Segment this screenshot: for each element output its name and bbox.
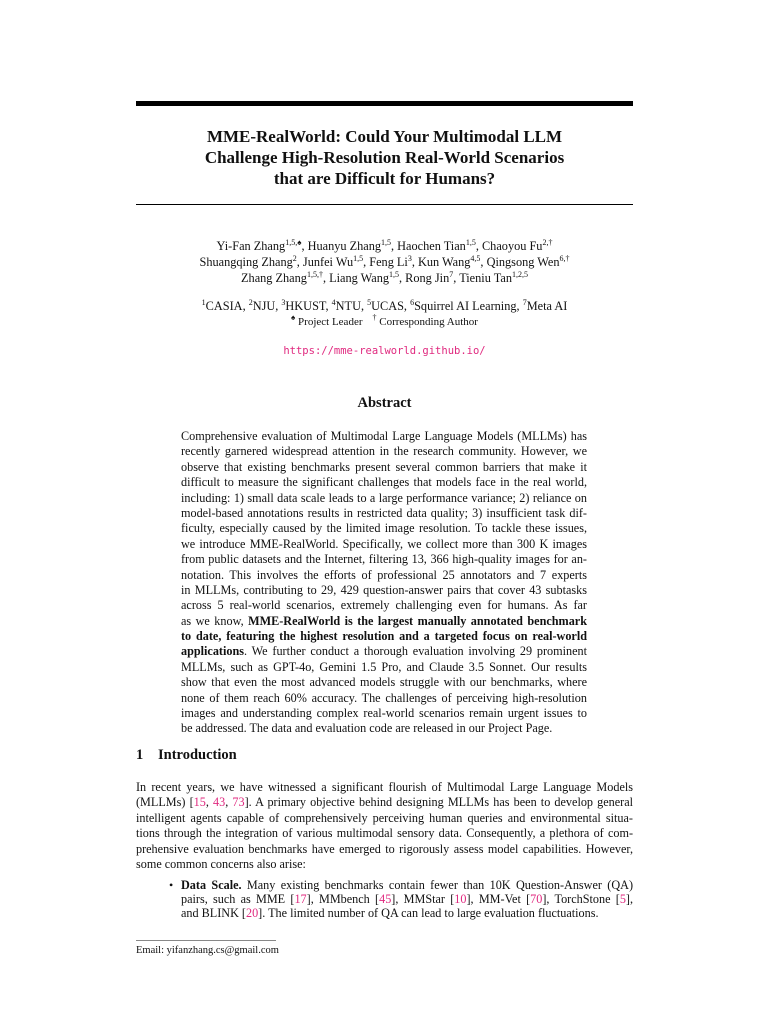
role-label: Project Leader: [295, 316, 363, 328]
bold-text: applications: [181, 644, 244, 659]
text-run: ]. A primary objective behind designing MLLMs has been to develop general: [244, 795, 634, 810]
abstract-line: [181, 583, 587, 598]
title-bottom-rule: [136, 204, 633, 205]
author-affiliation-marks: 1,5,†: [306, 270, 323, 279]
project-url-link[interactable]: https://mme-realworld.github.io/: [283, 345, 486, 357]
author-line: Yi-Fan Zhang$^{1,5,♠}$, Huanyu Zhang$^{1,5}$, Haochen Tian$^{1,5}$, Chaoyou $Fu^{2,\dagger}$: [216, 238, 553, 253]
bullet-marker: •: [169, 878, 174, 892]
author-affiliation-marks: 6,†: [559, 254, 570, 263]
abstract-line: [181, 444, 587, 459]
abstract-line: [181, 598, 587, 613]
author-name: Yi-Fan Zhang: [216, 239, 286, 253]
author-name: Rong Jin: [405, 271, 450, 285]
abstract-line: [181, 491, 587, 506]
text-run: (MLLMs) [: [136, 795, 194, 810]
abstract-line: [181, 644, 587, 659]
text-run: ], MMbench [: [306, 892, 380, 906]
affiliation-number: 7: [522, 298, 527, 307]
citation-link[interactable]: 70: [530, 892, 543, 906]
text-run: show that even the most advanced models struggle with our benchmarks, where: [181, 675, 587, 690]
text-run: model-based annotations results in restricted data quality; 3) insufficient task dif-: [181, 505, 587, 520]
author-name: Feng Li: [369, 255, 408, 269]
bullet-line: [181, 906, 633, 920]
paragraph-line: [136, 795, 633, 810]
paragraph-line: [136, 857, 633, 872]
citation-link[interactable]: 5: [619, 892, 626, 906]
text-run: and BLINK [: [181, 906, 246, 920]
text-run: we introduce MME-RealWorld. Specifically, we collect more than 300 K images: [181, 536, 587, 551]
author-affiliation-marks: 4,5: [470, 254, 481, 263]
author-affiliation-marks: 1,5: [465, 238, 476, 247]
text-run: ], MM-Vet [: [466, 892, 531, 906]
title-top-rule: [136, 101, 633, 106]
text-run: in MLLMs, contributing to 29, 429 question-answer pairs that cover 43 subtasks: [181, 582, 587, 597]
footnote-rule: [136, 940, 276, 941]
paragraph-line: [136, 780, 633, 795]
text-run: none of them reach 60% accuracy. The challenges of perceiving high-resolution: [181, 690, 587, 705]
paragraph-line: [136, 811, 633, 826]
author-affiliation-marks: 1,2,5: [511, 270, 528, 279]
text-run: In recent years, we have witnessed a significant flourish of Multimodal Large Language Models: [136, 780, 633, 794]
citation-link[interactable]: 15: [193, 795, 206, 810]
text-run: . We further conduct a thorough evaluation involving 29 prominent: [244, 644, 587, 659]
author-affiliation-marks: 1,5: [389, 270, 400, 279]
affiliation-name: Squirrel AI Learning: [414, 299, 517, 313]
abstract-line: [181, 537, 587, 552]
title-line: that are Difficult for Humans?: [273, 169, 496, 188]
role-mark: †: [372, 313, 377, 322]
text-run: ]. The limited number of QA can lead to large evaluation fluctuations.: [258, 906, 599, 920]
author-affiliation-marks: 1,5,♠: [285, 238, 302, 247]
text-run: some common concerns also arise:: [136, 856, 306, 871]
footnote-email: Email: yifanzhang.cs@gmail.com: [136, 945, 279, 956]
author-name: Kun Wang: [418, 255, 471, 269]
abstract-line: [181, 660, 587, 675]
citation-link[interactable]: 20: [245, 906, 259, 920]
abstract-line: [181, 521, 587, 536]
text-run: intelligent agents capable of comprehensively perceiving human queries and environmental situa-: [136, 810, 633, 825]
text-run: recently garnered widespread attention in the research community. However, we: [181, 444, 587, 459]
text-run: tions through the integration of various multimodal sensory data. Consequently, a plethora of com-: [136, 826, 633, 841]
citation-link[interactable]: 73: [232, 795, 245, 810]
bold-text: MME-RealWorld is the largest manually annotated benchmark: [248, 613, 587, 628]
text-run: ,: [225, 795, 233, 810]
text-run: ,: [205, 795, 214, 810]
affiliation-name: NTU: [335, 299, 361, 313]
affiliation-name: CASIA: [205, 299, 243, 313]
author-affiliation-marks: 3: [407, 254, 412, 263]
text-run: notation. This involves the efforts of professional 25 annotators and 7 experts: [181, 567, 587, 582]
author-name: Qingsong Wen: [486, 255, 560, 269]
text-run: ], MMStar [: [391, 892, 455, 906]
text-run: difficult to measure the significant challenges that models face in the real world,: [181, 475, 587, 490]
affiliation-number: 3: [281, 298, 286, 307]
title-line: Challenge High-Resolution Real-World Scenarios: [204, 148, 565, 167]
paragraph-line: [136, 826, 633, 841]
paragraph-line: [136, 842, 633, 857]
abstract-line: [181, 460, 587, 475]
abstract-line: [181, 475, 587, 490]
abstract-line: [181, 691, 587, 706]
author-affiliation-marks: 7: [449, 270, 454, 279]
citation-link[interactable]: 45: [379, 892, 392, 906]
text-run: pairs, such as MME [: [181, 892, 295, 906]
bullet-line: [181, 892, 633, 906]
text-run: Comprehensive evaluation of Multimodal Large Language Models (MLLMs) has: [181, 429, 587, 443]
affiliation-number: 1: [201, 298, 206, 307]
abstract-line: [181, 706, 587, 721]
affiliations: $^1$CASIA, $^2$NJU, $^3$HKUST, $^4$NTU, $^5$UCAS, $^6$Squirrel AI Learning, $^7$Meta AI: [201, 298, 568, 313]
abstract-line: [181, 506, 587, 521]
abstract-line: [181, 552, 587, 567]
citation-link[interactable]: 43: [213, 795, 226, 810]
role-label: Corresponding Author: [376, 316, 478, 328]
affiliation-name: NJU: [252, 299, 276, 313]
author-name: Junfei Wu: [302, 255, 354, 269]
affiliation-name: UCAS: [371, 299, 404, 313]
abstract-line: [181, 721, 587, 736]
text-run: including: 1) small data scale leads to a large performance variance; 2) reliance on: [181, 490, 587, 505]
author-name: Liang Wang: [329, 271, 390, 285]
author-name: Chaoyou Fu: [481, 239, 543, 253]
affiliation-number: 6: [410, 298, 415, 307]
bold-text: Data Scale.: [181, 878, 242, 892]
author-affiliation-marks: 1,5: [353, 254, 364, 263]
paper-title: [136, 126, 633, 189]
abstract-line: [181, 675, 587, 690]
author-affiliation-marks: 2,†: [542, 238, 553, 247]
author-roles: [136, 314, 633, 330]
text-run: observe that existing benchmarks present several common barriers that make it: [181, 459, 587, 474]
affiliation-name: HKUST: [285, 299, 326, 313]
author-affiliation-marks: 1,5: [381, 238, 392, 247]
abstract-heading: Abstract: [357, 395, 412, 411]
bullet-line: [181, 878, 633, 892]
text-run: from public datasets and the Internet, filtering 13, 366 high-quality images for an-: [181, 552, 587, 567]
affiliation-number: 5: [367, 298, 372, 307]
author-name: Shuangqing Zhang: [199, 255, 293, 269]
author-line: Zhang Zhang$^{1,5,\dagger}$, Liang Wang$^{1,5}$, Rong Jin$^7$, Tieniu Tan$^{1,2,5}$: [241, 270, 528, 285]
affiliation-number: 2: [248, 298, 253, 307]
title-line: MME-RealWorld: Could Your Multimodal LLM: [206, 127, 563, 146]
text-run: as we know,: [181, 613, 249, 628]
text-run: across 5 real-world scenarios, extremely challenging even for humans. As far: [181, 598, 587, 613]
author-name: Huanyu Zhang: [307, 239, 382, 253]
author-name: Zhang Zhang: [241, 271, 307, 285]
text-run: Many existing benchmarks contain fewer than 10K Question-Answer (QA): [241, 878, 634, 892]
abstract-line: [181, 429, 587, 444]
author-list: [136, 238, 633, 286]
text-run: ficulty, especially caused by the limited image resolution. To tackle these issues,: [181, 521, 587, 536]
section-heading: [136, 745, 237, 765]
text-run: MLLMs, such as GPT-4o, Gemini 1.5 Pro, and Claude 3.5 Sonnet. Our results: [181, 659, 587, 674]
author-line: Shuangqing Zhang$^2$, Junfei Wu$^{1,5}$, Feng Li$^3$, Kun Wang$^{4,5}$, Qingsong Wen$^{6,\dagger}$: [199, 254, 570, 269]
text-run: ], TorchStone [: [542, 892, 620, 906]
text-run: ],: [625, 892, 634, 906]
citation-link[interactable]: 17: [294, 892, 307, 906]
abstract-body: [181, 429, 587, 737]
introduction-body: [136, 780, 633, 872]
author-name: Tieniu Tan: [459, 271, 512, 285]
bullet-item-data-scale: [181, 878, 633, 920]
affiliation-number: 4: [331, 298, 336, 307]
abstract-line: [181, 568, 587, 583]
text-run: prehensive evaluation benchmarks have emerged to rigorously assess model capabilities. However,: [136, 841, 633, 856]
author-name: Haochen Tian: [397, 239, 466, 253]
abstract-line: [181, 614, 587, 629]
author-affiliation-marks: 2: [292, 254, 297, 263]
text-run: be addressed. The data and evaluation code are released in our Project Page.: [181, 721, 553, 736]
section-title: Introduction: [158, 747, 237, 763]
role-mark: ♠: [291, 313, 296, 322]
abstract-line: [181, 629, 587, 644]
affiliation-name: Meta AI: [526, 299, 568, 313]
section-number: 1: [136, 747, 144, 763]
text-run: images and understanding complex real-world scenarios remain urgent issues to: [181, 706, 587, 721]
bold-text: to date, featuring the highest resolution and a targeted focus on real-world: [181, 629, 587, 644]
citation-link[interactable]: 10: [454, 892, 467, 906]
